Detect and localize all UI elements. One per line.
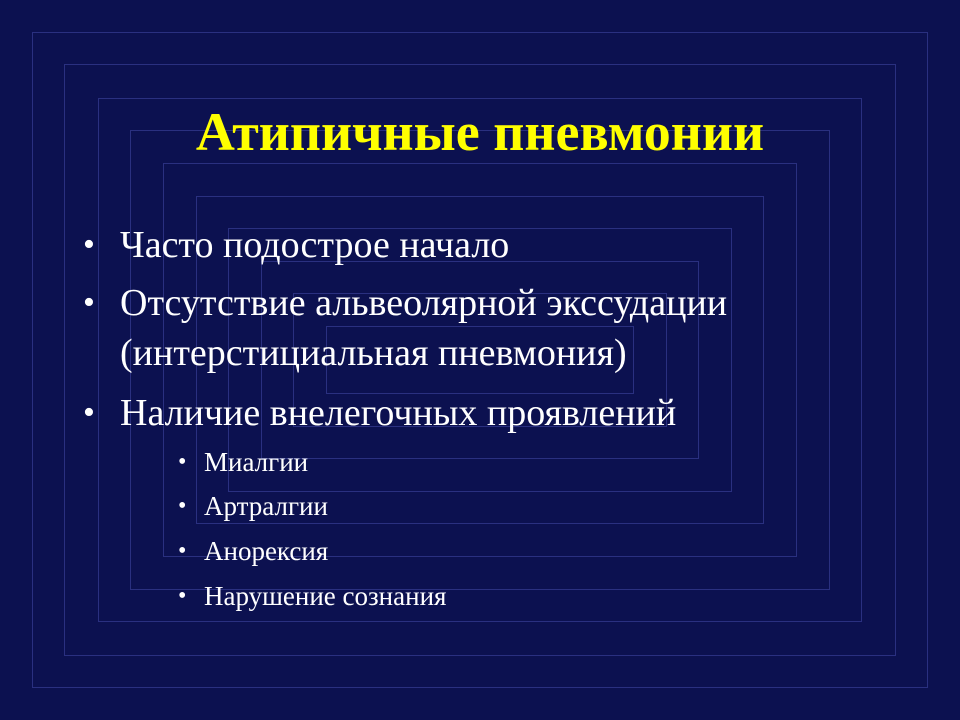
bullet-dot-icon: • xyxy=(178,449,187,475)
bullet-dot-icon: • xyxy=(178,538,187,564)
bullet-text: Отсутствие альвеолярной экссудации (интерстициальная пневмония) xyxy=(120,282,728,374)
bullet-text: Наличие внелегочных проявлений xyxy=(120,392,677,434)
bullet-text: Часто подострое начало xyxy=(120,224,510,266)
subbullet-text: Нарушение сознания xyxy=(204,581,447,611)
subbullet-text: Анорексия xyxy=(204,536,329,566)
bullet-dot-icon: • xyxy=(83,226,95,263)
bullet-dot-icon: • xyxy=(178,493,187,519)
subbullet-text: Миалгии xyxy=(204,447,309,477)
subbullet-text: Артралгии xyxy=(204,491,328,521)
slide-title: Атипичные пневмонии xyxy=(195,102,765,162)
bullet-dot-icon: • xyxy=(178,583,187,609)
bullet-dot-icon: • xyxy=(83,394,95,431)
bullet-dot-icon: • xyxy=(83,284,95,321)
